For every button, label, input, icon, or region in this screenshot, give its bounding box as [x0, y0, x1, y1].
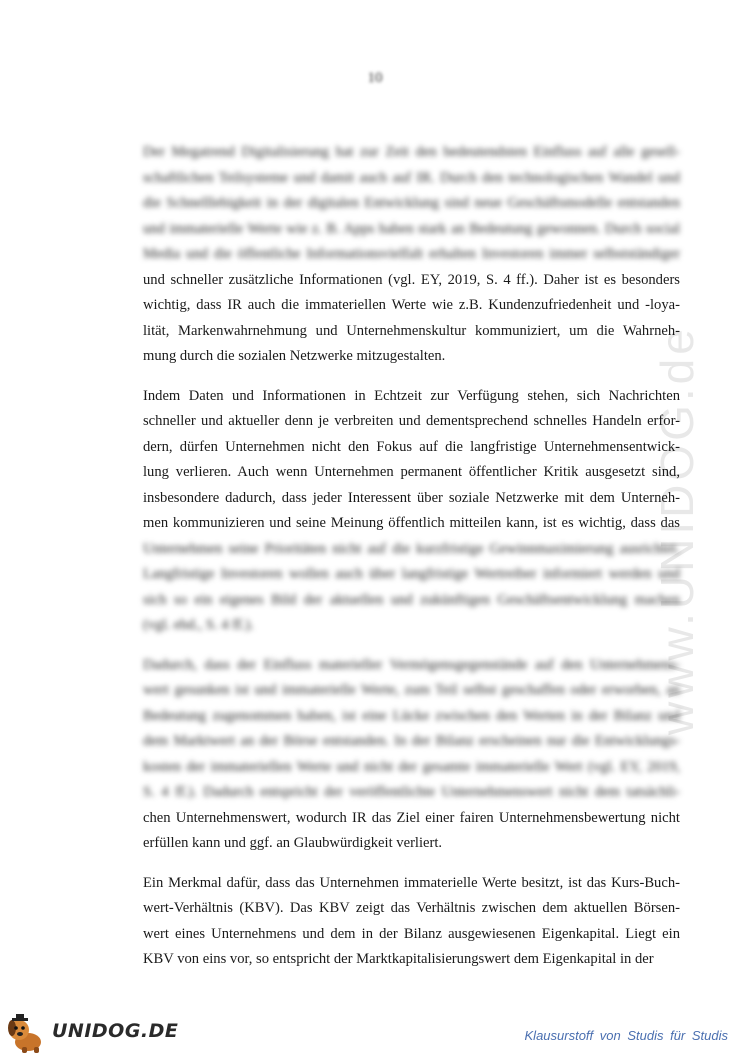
dog-icon [4, 1014, 48, 1054]
paragraph [143, 653, 680, 857]
text-line: dern, dürfen Unternehmen nicht den Fokus auf die langfristige Unternehmensentwick- [143, 438, 680, 455]
blurred-text-line: Langfristige Investoren wollen auch über langfristige Wertreiber informiert werden und [143, 566, 680, 582]
watermark: www.UNIDOG.de [651, 325, 703, 735]
text-line: schneller und aktueller denn je verbreiten und dementsprechend schnelles Handeln erfor- [143, 413, 680, 429]
text-line: mung durch die sozialen Netzwerke mitzugestalten. [143, 348, 446, 364]
text-line: chen Unternehmenswert, wodurch IR das Ziel einer fairen Unternehmensbewertung nicht [143, 809, 680, 826]
text-line: wert-Verhältnis (KBV). Das KBV zeigt das Verhältnis zwischen dem aktuellen Börsen- [143, 900, 680, 916]
page-number: 10 [367, 70, 383, 86]
text-line: lung verlieren. Auch wenn Unternehmen permanent öffentlicher Kritik ausgesetzt sind, [143, 464, 680, 480]
blurred-text-line: Unternehmen seine Prioritäten nicht auf die kurzfristige Gewinnmaximierung ausrichtet. [143, 540, 680, 557]
text-line: erfüllen kann und ggf. an Glaubwürdigkeit verliert. [143, 835, 443, 851]
text-line: wichtig, dass IR auch die immateriellen Werte wie z.B. Kundenzufriedenheit und -loya- [143, 297, 680, 313]
blurred-text-line: kosten der immateriellen Werte und nicht der gesamte immaterielle Wert (vgl. EY, 2019, [143, 758, 680, 775]
text-line: KBV von eins vor, so entspricht der Marktkapitalisierungswert dem Eigenkapital in der [143, 951, 654, 967]
footer-tagline: Klausurstoff von Studis für Studis [524, 1028, 728, 1043]
blurred-text-line: (vgl. ebd., S. 4 ff.). [143, 617, 254, 633]
blurred-text-line: S. 4 ff.). Dadurch entspricht der veröffentlichte Unternehmenswert nicht dem tatsächli- [143, 784, 680, 800]
text-line: lität, Markenwahrnehmung und Unternehmenskultur kommuniziert, um die Wahrneh- [143, 322, 680, 339]
text-line: insbesondere dadurch, dass jeder Interessent über soziale Netzwerke mit dem Unterneh- [143, 489, 680, 506]
blurred-text-line: Bedeutung zugenommen haben, ist eine Lücke zwischen den Werten in der Bilanz und [143, 707, 680, 724]
blurred-text-line: Der Megatrend Digitalisierung hat zur Zeit den bedeutendsten Einfluss auf alle gesell- [143, 144, 680, 160]
logo-text: UNIDOG.DE [52, 1020, 179, 1042]
unidog-logo [0, 1012, 179, 1056]
text-line: und schneller zusätzliche Informationen (vgl. EY, 2019, S. 4 ff.). Daher ist es besonders [143, 271, 680, 288]
blurred-text-line: und immaterielle Werte wie z. B. Apps haben stark an Bedeutung gewonnen. Durch social [143, 220, 680, 237]
blurred-text-line: Media und die öffentliche Informationsvielfalt erhalten Investoren immer selbstständiger [143, 246, 680, 262]
document-body [143, 140, 680, 987]
blurred-text-line: sich so ein eigenes Bild der aktuellen und zukünftigen Geschäftsentwicklung machen [143, 591, 680, 608]
blurred-text-line: die Schnelllebigkeit in der digitalen Entwicklung sind neue Geschäftsmodelle entstanden [143, 195, 680, 211]
paragraph [143, 384, 680, 639]
text-line: wert eines Unternehmens und dem in der Bilanz ausgewiesenen Eigenkapital. Liegt ein [143, 925, 680, 942]
blurred-text-line: wert gesunken ist und immaterielle Werte, zum Teil selbst geschaffen oder erworben, an [143, 682, 680, 698]
paragraph [143, 140, 680, 370]
blurred-text-line: schaftlichen Teilsysteme und damit auch auf IR. Durch den technologischen Wandel und [143, 169, 680, 186]
text-line: Indem Daten und Informationen in Echtzeit zur Verfügung stehen, sich Nachrichten [143, 387, 680, 404]
blurred-text-line: dem Marktwert an der Börse entstanden. In der Bilanz erscheinen nur die Entwicklungs- [143, 733, 680, 749]
blurred-text-line: Dadurch, dass der Einfluss materieller Vermögensgegenstände auf den Unternehmens- [143, 656, 680, 673]
paragraph [143, 871, 680, 973]
text-line: Ein Merkmal dafür, dass das Unternehmen immaterielle Werte besitzt, ist das Kurs-Buch- [143, 874, 680, 891]
text-line: men kommunizieren und seine Meinung öffentlich mitteilen kann, ist es wichtig, dass das [143, 515, 680, 531]
